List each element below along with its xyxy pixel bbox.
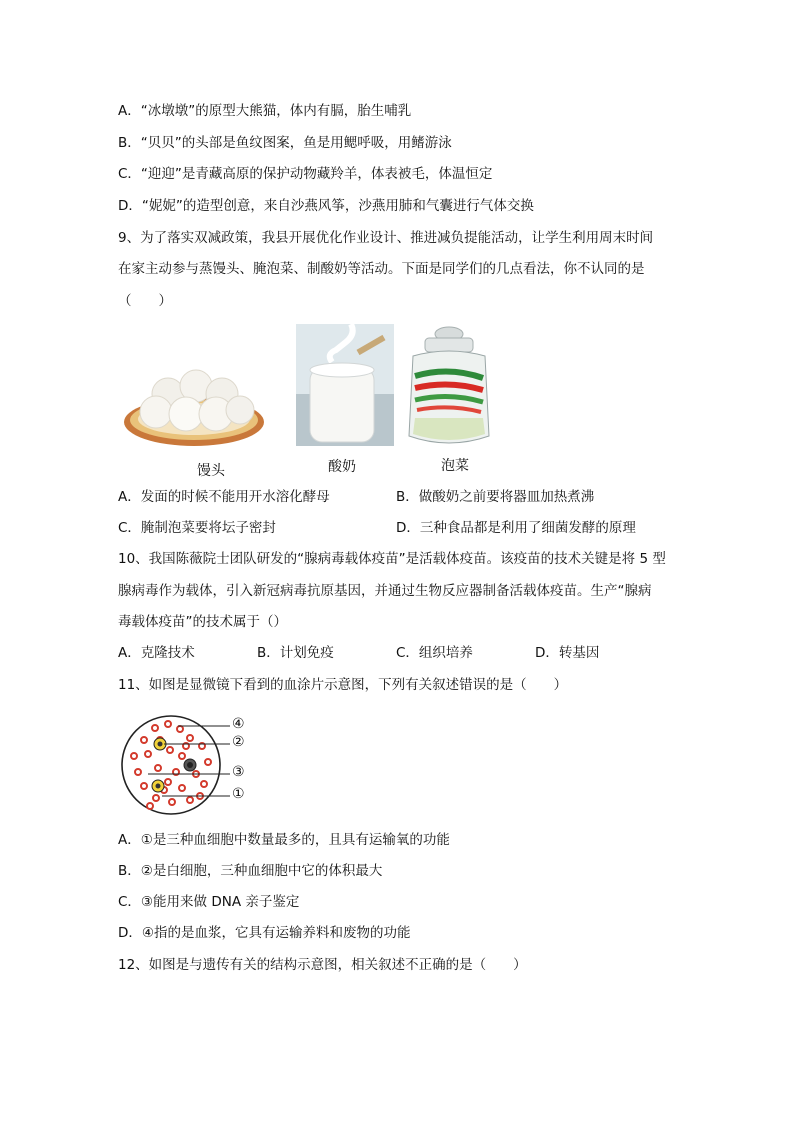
q11-option-b: B．②是白细胞，三种血细胞中它的体积最大 [118, 863, 383, 879]
q8-option-d: D．“妮妮”的造型创意，来自沙燕风筝，沙燕用肺和气囊进行气体交换 [118, 198, 534, 214]
label-four: ④ [232, 716, 245, 732]
label-one: ① [232, 786, 245, 802]
q11-option-c: C．③能用来做 DNA 亲子鉴定 [118, 894, 300, 910]
q8-option-c: C．“迎迎”是青藏高原的保护动物藏羚羊，体表被毛，体温恒定 [118, 166, 493, 182]
q11-option-d: D．④指的是血浆，它具有运输养料和废物的功能 [118, 925, 411, 941]
q10-option-c: C．组织培养 [396, 645, 473, 661]
q9-stem-line-2: 在家主动参与蒸馒头、腌泡菜、制酸奶等活动。下面是同学们的几点看法，你不认同的是 [118, 261, 645, 277]
label-two: ② [232, 734, 245, 750]
q9-stem-line-1: 9、为了落实双减政策，我县开展优化作业设计、推进减负提能活动，让学生利用周末时间 [118, 230, 654, 246]
q9-option-a: A．发面的时候不能用开水溶化酵母 [118, 489, 330, 505]
q9-stem-line-3: （ ） [118, 293, 172, 309]
label-three: ③ [232, 764, 245, 780]
yogurt-caption: 酸奶 [328, 459, 356, 475]
q10-option-d: D．转基因 [535, 645, 600, 661]
q8-option-a: A．“冰墩墩”的原型大熊猫，体内有膈，胎生哺乳 [118, 103, 412, 119]
pickle-jar-image [403, 326, 495, 448]
q10-option-b: B．计划免疫 [257, 645, 334, 661]
q12-stem: 12、如图是与遗传有关的结构示意图，相关叙述不正确的是（ ） [118, 957, 527, 973]
blood-smear-diagram [120, 710, 270, 822]
q9-option-c: C．腌制泡菜要将坛子密封 [118, 520, 276, 536]
q9-option-b: B．做酸奶之前要将器皿加热煮沸 [396, 489, 595, 505]
q8-option-b: B．“贝贝”的头部是鱼纹图案，鱼是用鳃呼吸，用鳍游泳 [118, 135, 452, 151]
steamed-buns-image [122, 364, 267, 449]
q10-stem-line-1: 10、我国陈薇院士团队研发的“腺病毒载体疫苗”是活载体疫苗。该疫苗的技术关键是将 5 型 [118, 551, 666, 567]
pickle-caption: 泡菜 [441, 458, 469, 474]
q10-stem-line-2: 腺病毒作为载体，引入新冠病毒抗原基因，并通过生物反应器制备活载体疫苗。生产“腺病 [118, 583, 652, 599]
q11-stem: 11、如图是显微镜下看到的血涂片示意图，下列有关叙述错误的是（ ） [118, 677, 568, 693]
q10-stem-line-3: 毒载体疫苗”的技术属于（） [118, 614, 287, 630]
yogurt-image [296, 324, 394, 446]
q11-option-a: A．①是三种血细胞中数量最多的，且具有运输氧的功能 [118, 832, 450, 848]
steamed-bun-caption: 馒头 [197, 463, 225, 479]
q9-option-d: D．三种食品都是利用了细菌发酵的原理 [396, 520, 636, 536]
q10-option-a: A．克隆技术 [118, 645, 195, 661]
